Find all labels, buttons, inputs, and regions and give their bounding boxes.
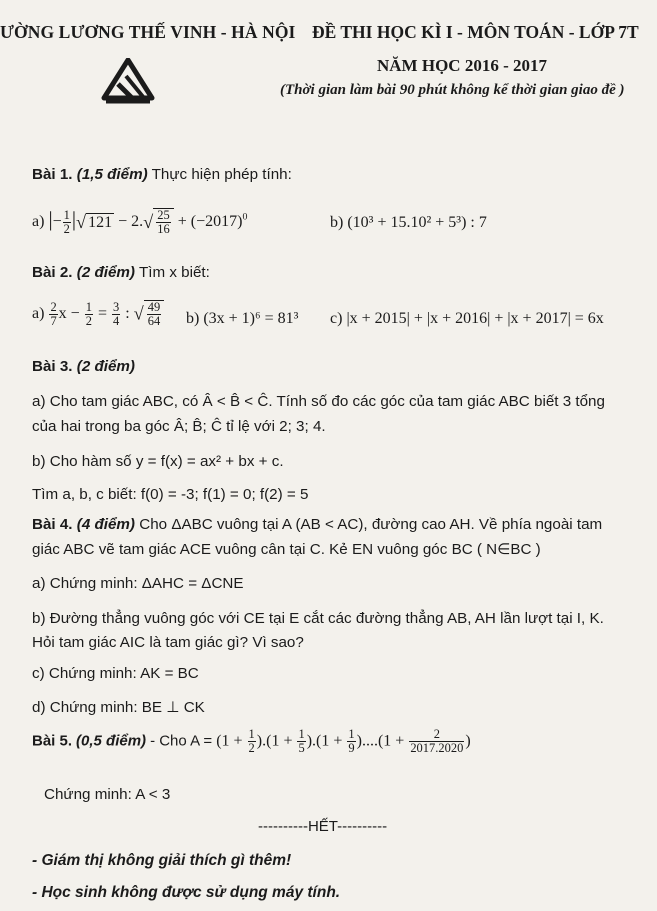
bai2-a: a) $\frac{2}{7}$ x − $\frac{1}{2}$ = $\frac{3}{4}$ : √ $\frac{49}{64}$: [32, 300, 164, 328]
bai3-b-line2: Tìm a, b, c biết: f(0) = -3; f(1) = 0; f(2) = 5: [32, 486, 309, 503]
bai4-b2: Hỏi tam giác AIC là tam giác gì? Vì sao?: [32, 634, 304, 651]
bai4-points: (4 điểm): [76, 516, 135, 533]
bai2-c: [330, 310, 604, 328]
bai2-heading: [32, 264, 210, 281]
bai1-a-label: a): [32, 213, 45, 230]
bai3-points: (2 điểm): [76, 358, 135, 375]
bai5-line: Bài 5. (0,5 điểm) - Cho A = (1 + $\frac{1}{2}$ ).(1 + $\frac{1}{5}$ ).(1 + $\frac{1}{9}$ )....(1 + $\frac{2}{2017.2020}$ ): [32, 727, 471, 756]
bai2-title: Bài 2.: [32, 264, 73, 281]
exam-title: ĐỀ THI HỌC KÌ I - MÔN TOÁN - LỚP 7T: [312, 22, 639, 42]
bai2-b-expr: (3x + 1)⁶ = 81³: [203, 310, 299, 327]
school-logo-icon: [100, 58, 156, 104]
end-marker: ----------HẾT----------: [258, 818, 388, 835]
bai5-points: (0,5 điểm): [76, 732, 147, 750]
school-year: NĂM HỌC 2016 - 2017: [377, 56, 547, 75]
bai3-b-line1: b) Cho hàm số y = f(x) = ax² + bx + c.: [32, 453, 284, 470]
bai1-a: a) |− $\frac{1}{2}$ |√ 121 − 2.√ $\frac{25}{16}$ + $(-2017)^0$: [32, 207, 248, 237]
time-note: (Thời gian làm bài 90 phút không kể thời gian giao đề ): [280, 82, 625, 98]
bai4-a: a) Chứng minh: ΔAHC = ΔCNE: [32, 575, 244, 592]
footer-note-2: - Học sinh không được sử dụng máy tính.: [32, 884, 341, 901]
bai1-desc: Thực hiện phép tính:: [151, 166, 292, 183]
bai4-title: Bài 4.: [32, 516, 73, 533]
bai1-heading: [32, 166, 292, 183]
bai4-b1: b) Đường thẳng vuông góc với CE tại E cắt các đường thẳng AB, AH lần lượt tại I, K.: [32, 610, 604, 627]
bai1-title: Bài 1.: [32, 166, 73, 183]
bai2-b-label: b): [186, 310, 200, 327]
bai4-line2: giác ABC vẽ tam giác ACE vuông cân tại C. Kẻ EN vuông góc BC ( N∈BC ): [32, 541, 541, 558]
bai4-line1: [32, 516, 602, 533]
bai3-a-line2: của hai trong ba góc Â; B̂; Ĉ tỉ lệ với 2; 3; 4.: [32, 418, 326, 435]
bai2-b: [186, 310, 298, 328]
school-name: ƯỜNG LƯƠNG THẾ VINH - HÀ NỘI: [0, 22, 296, 42]
footer-note-1: - Giám thị không giải thích gì thêm!: [32, 852, 292, 869]
bai2-points: (2 điểm): [76, 264, 135, 281]
bai3-heading: [32, 358, 135, 375]
bai1-b-label: b): [330, 214, 344, 231]
bai4-text1: Cho ΔABC vuông tại A (AB < AC), đường cao AH. Về phía ngoài tam: [139, 516, 603, 533]
bai3-a-line1: a) Cho tam giác ABC, có Â < B̂ < Ĉ. Tính số đo các góc của tam giác ABC biết 3 tổng: [32, 393, 605, 410]
bai1-points: (1,5 điểm): [76, 166, 148, 183]
bai2-c-expr: |x + 2015| + |x + 2016| + |x + 2017| = 6x: [346, 310, 604, 327]
bai2-c-label: c): [330, 310, 343, 327]
bai4-d: d) Chứng minh: BE ⊥ CK: [32, 699, 205, 716]
bai1-b-expr: (10³ + 15.10² + 5³) : 7: [347, 214, 487, 231]
bai5-intro: - Cho A =: [150, 732, 213, 750]
bai2-desc: Tìm x biết:: [138, 264, 210, 281]
bai4-c: c) Chứng minh: AK = BC: [32, 665, 199, 682]
bai5-prove: Chứng minh: A < 3: [44, 786, 171, 803]
bai5-title: Bài 5.: [32, 732, 73, 750]
bai2-a-label: a): [32, 304, 45, 322]
bai3-title: Bài 3.: [32, 358, 73, 375]
bai1-b: [330, 214, 487, 232]
